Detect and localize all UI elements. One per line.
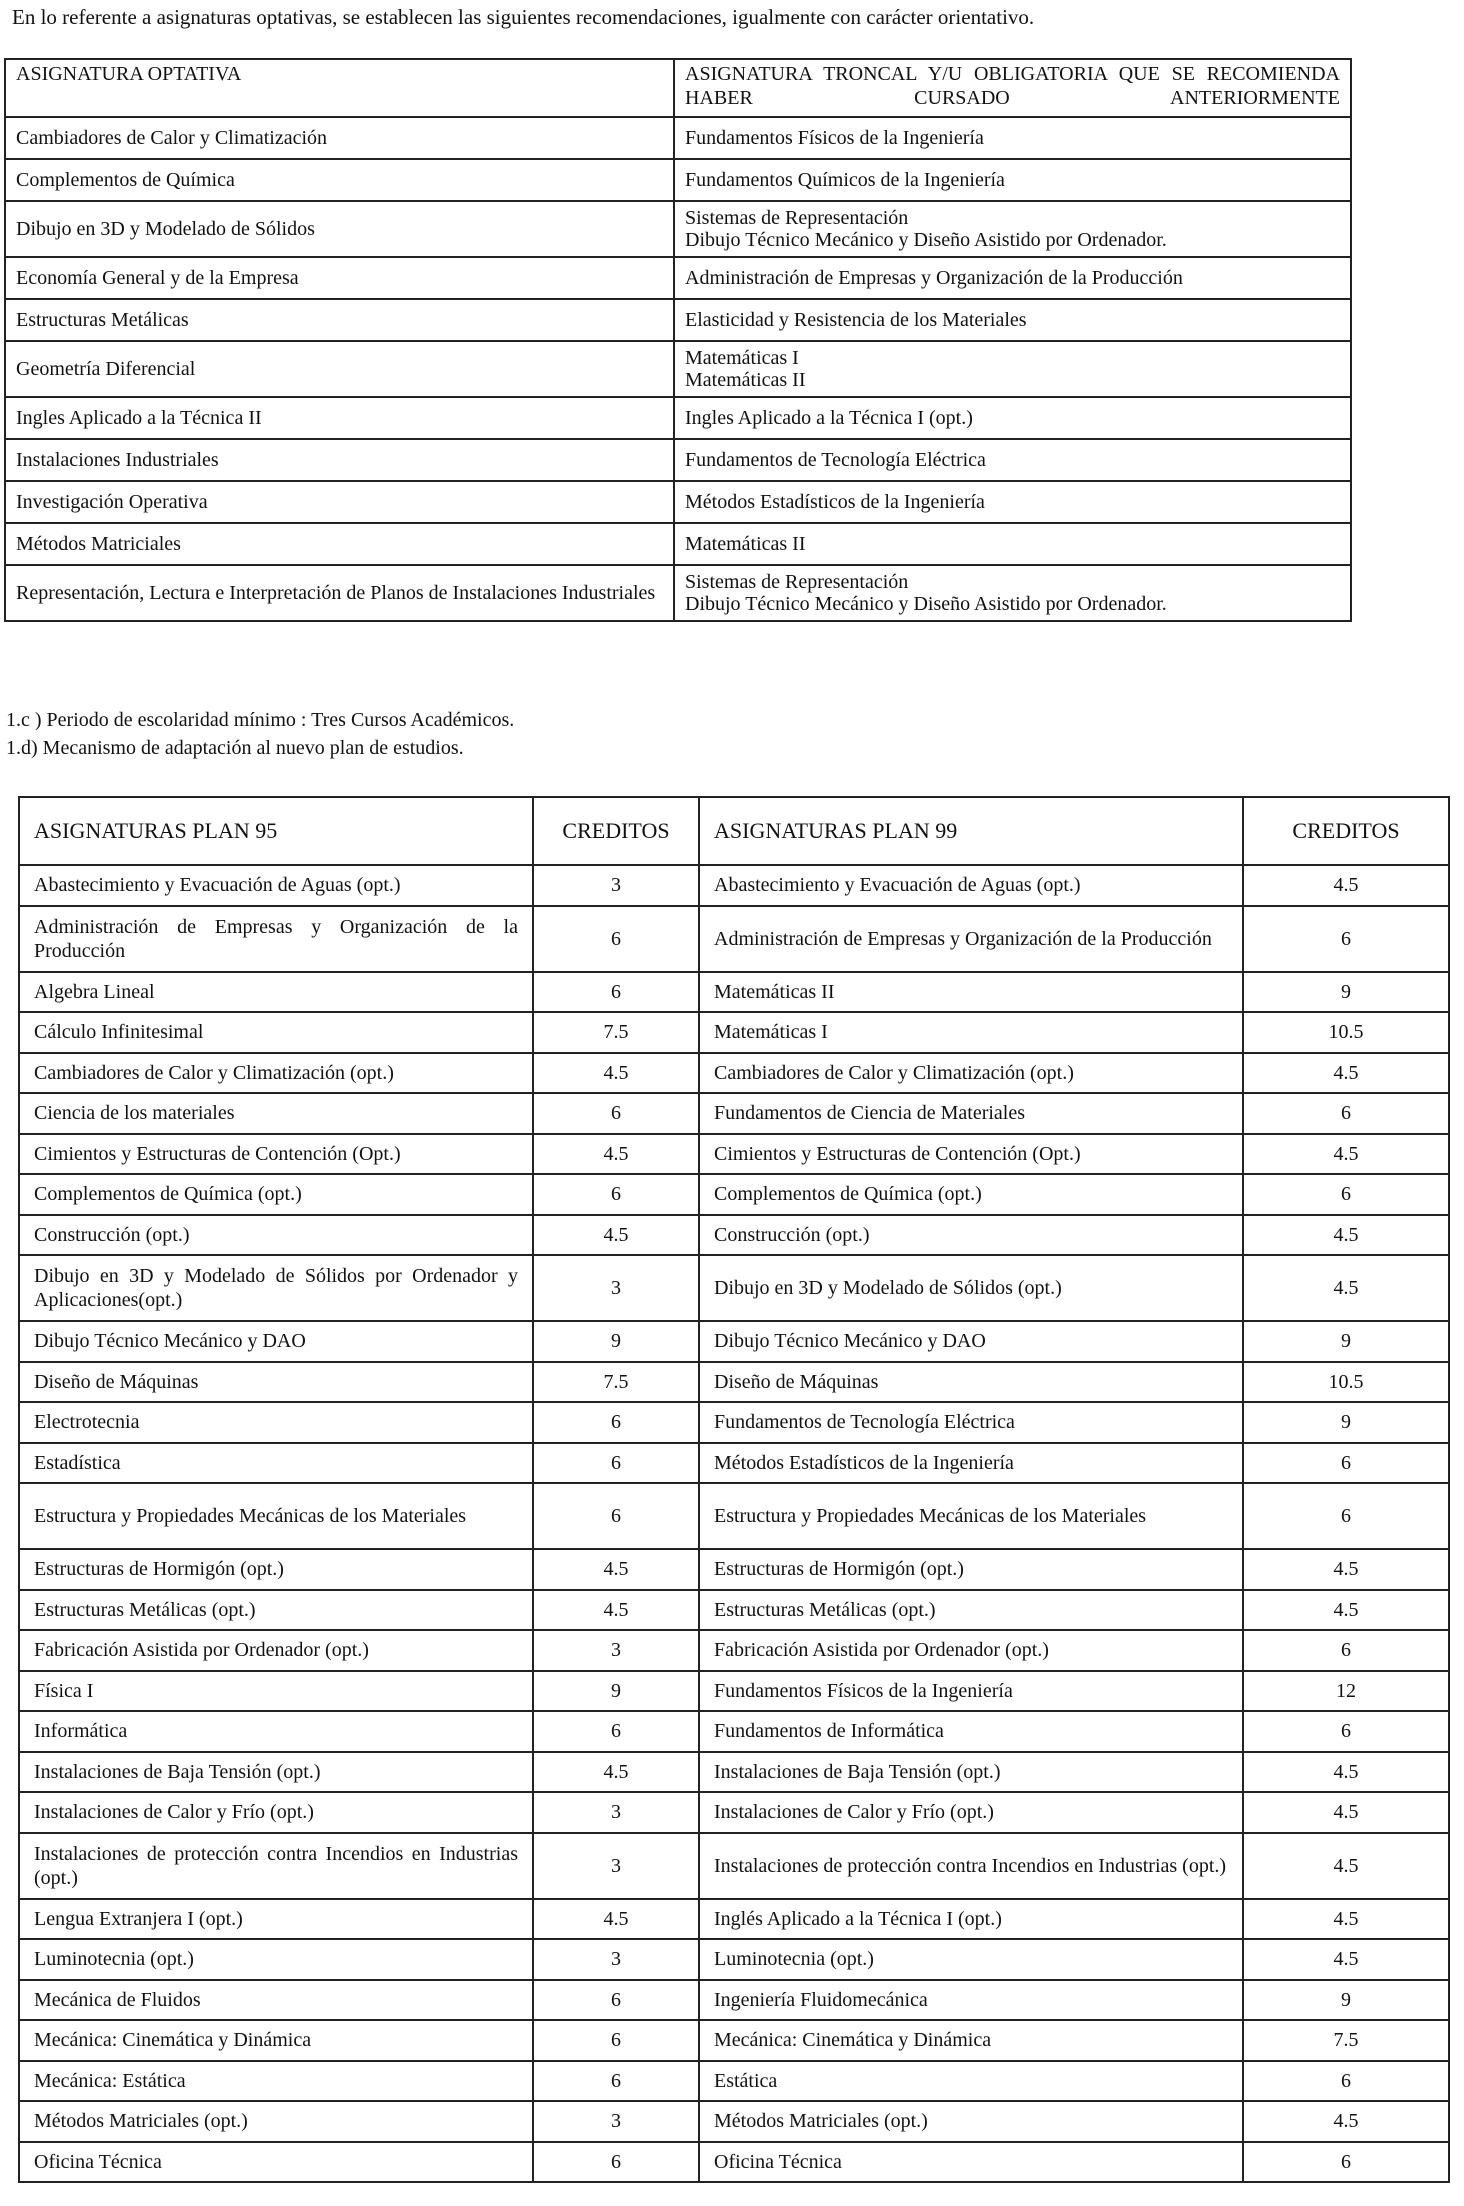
creditos99-cell: 7.5 [1243,2020,1449,2061]
recomendada-line: Dibujo Técnico Mecánico y Diseño Asistido por Ordenador. [685,229,1167,251]
adaptacion-row [19,1255,1449,1321]
asignatura-plan99-cell: Complementos de Química (opt.) [699,1174,1243,1215]
creditos95-cell: 3 [533,1833,699,1899]
creditos99-cell: 9 [1243,1980,1449,2021]
asignatura-plan99-cell: Instalaciones de Calor y Frío (opt.) [699,1792,1243,1833]
creditos95-cell: 4.5 [533,1899,699,1940]
asignatura-plan95-cell: Algebra Lineal [19,972,533,1013]
recomendada-cell [674,397,1351,439]
adaptacion-row [19,1899,1449,1940]
creditos99-cell: 4.5 [1243,1899,1449,1940]
asignatura-plan95-cell: Administración de Empresas y Organización de la Producción [19,906,533,972]
asignatura-plan95-cell: Instalaciones de protección contra Incendios en Industrias (opt.) [19,1833,533,1899]
asignatura-plan99-cell: Cimientos y Estructuras de Contención (Opt.) [699,1134,1243,1175]
asignatura-plan95-cell: Cimientos y Estructuras de Contención (Opt.) [19,1134,533,1175]
asignatura-plan99-cell: Instalaciones de protección contra Incendios en Industrias (opt.) [699,1833,1243,1899]
creditos95-cell: 6 [533,1711,699,1752]
asignatura-plan95-cell: Fabricación Asistida por Ordenador (opt.) [19,1630,533,1671]
recomendada-line: Dibujo Técnico Mecánico y Diseño Asistido por Ordenador. [685,593,1167,615]
asignatura-plan99-cell: Dibujo en 3D y Modelado de Sólidos (opt.) [699,1255,1243,1321]
adaptacion-row [19,906,1449,972]
adaptacion-row [19,2061,1449,2102]
asignatura-plan99-cell: Administración de Empresas y Organización de la Producción [699,906,1243,972]
creditos99-cell: 4.5 [1243,1215,1449,1256]
recomendada-cell [674,299,1351,341]
asignatura-plan99-cell: Oficina Técnica [699,2142,1243,2183]
recomendada-cell [674,341,1351,397]
optativas-header-row [5,59,1351,117]
asignatura-plan95-cell: Instalaciones de Baja Tensión (opt.) [19,1752,533,1793]
creditos99-cell: 10.5 [1243,1012,1449,1053]
optativas-row [5,201,1351,257]
asignatura-plan95-cell: Cálculo Infinitesimal [19,1012,533,1053]
asignatura-plan99-cell: Diseño de Máquinas [699,1362,1243,1403]
creditos99-cell: 6 [1243,2061,1449,2102]
creditos99-cell: 6 [1243,2142,1449,2183]
creditos99-cell: 4.5 [1243,1053,1449,1094]
creditos95-cell: 4.5 [533,1549,699,1590]
creditos95-cell: 4.5 [533,1053,699,1094]
creditos99-cell: 12 [1243,1671,1449,1712]
adaptacion-row [19,1012,1449,1053]
asignatura-plan95-cell: Instalaciones de Calor y Frío (opt.) [19,1792,533,1833]
recomendada-line: Métodos Estadísticos de la Ingeniería [685,491,985,513]
asignatura-plan95-cell: Informática [19,1711,533,1752]
adaptacion-row [19,1980,1449,2021]
notes-block [6,706,514,762]
recomendada-cell [674,117,1351,159]
adaptacion-row [19,1711,1449,1752]
adaptacion-header-row [19,797,1449,865]
asignatura-plan95-cell: Construcción (opt.) [19,1215,533,1256]
creditos99-cell: 6 [1243,906,1449,972]
asignatura-plan95-cell: Dibujo en 3D y Modelado de Sólidos por Ordenador y Aplicaciones(opt.) [19,1255,533,1321]
creditos95-cell: 7.5 [533,1012,699,1053]
asignatura-plan95-cell: Mecánica de Fluidos [19,1980,533,2021]
asignatura-plan95-cell: Estadística [19,1443,533,1484]
optativa-cell: Estructuras Metálicas [5,299,674,341]
adaptacion-row [19,1792,1449,1833]
asignatura-plan99-cell: Estructura y Propiedades Mecánicas de los Materiales [699,1483,1243,1549]
asignatura-plan95-cell: Física I [19,1671,533,1712]
recomendada-line: Matemáticas II [685,533,806,555]
creditos99-cell: 9 [1243,972,1449,1013]
creditos95-cell: 3 [533,1630,699,1671]
adaptacion-row [19,1443,1449,1484]
recomendada-line: Fundamentos de Tecnología Eléctrica [685,449,986,471]
creditos99-cell: 6 [1243,1174,1449,1215]
creditos99-cell: 10.5 [1243,1362,1449,1403]
optativa-cell: Cambiadores de Calor y Climatización [5,117,674,159]
creditos99-cell: 9 [1243,1321,1449,1362]
creditos95-cell: 6 [533,2020,699,2061]
asignatura-plan99-cell: Ingeniería Fluidomecánica [699,1980,1243,2021]
creditos99-cell: 4.5 [1243,1134,1449,1175]
asignatura-plan95-cell: Dibujo Técnico Mecánico y DAO [19,1321,533,1362]
asignatura-plan99-cell: Estática [699,2061,1243,2102]
creditos95-cell: 6 [533,1443,699,1484]
recomendada-cell [674,201,1351,257]
creditos95-cell: 4.5 [533,1590,699,1631]
creditos99-cell: 6 [1243,1443,1449,1484]
creditos99-cell: 4.5 [1243,1590,1449,1631]
asignatura-plan99-cell: Matemáticas II [699,972,1243,1013]
recomendada-cell [674,257,1351,299]
recomendada-line: Fundamentos Químicos de la Ingeniería [685,169,1005,191]
creditos99-cell: 4.5 [1243,1255,1449,1321]
recomendada-line: Administración de Empresas y Organización de la Producción [685,267,1183,289]
optativa-cell: Instalaciones Industriales [5,439,674,481]
creditos95-cell: 6 [533,1980,699,2021]
adaptacion-row [19,1483,1449,1549]
optativa-cell: Economía General y de la Empresa [5,257,674,299]
asignatura-plan95-cell: Ciencia de los materiales [19,1093,533,1134]
adaptacion-row [19,1053,1449,1094]
asignatura-plan95-cell: Luminotecnia (opt.) [19,1939,533,1980]
recomendada-line: Matemáticas I [685,347,799,369]
asignatura-plan99-cell: Fabricación Asistida por Ordenador (opt.) [699,1630,1243,1671]
creditos95-cell: 4.5 [533,1752,699,1793]
creditos95-cell: 6 [533,1402,699,1443]
asignatura-plan95-cell: Oficina Técnica [19,2142,533,2183]
creditos99-cell: 4.5 [1243,865,1449,906]
adaptacion-row [19,1174,1449,1215]
creditos95-cell: 3 [533,1939,699,1980]
creditos95-cell: 6 [533,2061,699,2102]
asignatura-plan99-cell: Dibujo Técnico Mecánico y DAO [699,1321,1243,1362]
optativa-cell: Representación, Lectura e Interpretación de Planos de Instalaciones Industriales [5,565,674,621]
asignatura-plan99-cell: Mecánica: Cinemática y Dinámica [699,2020,1243,2061]
optativas-row [5,439,1351,481]
creditos95-cell: 6 [533,1174,699,1215]
adaptacion-row [19,1093,1449,1134]
adaptacion-row [19,1833,1449,1899]
asignatura-plan95-cell: Estructuras de Hormigón (opt.) [19,1549,533,1590]
asignatura-plan95-cell: Lengua Extranjera I (opt.) [19,1899,533,1940]
adaptacion-row [19,1549,1449,1590]
recomendada-line: Matemáticas II [685,369,806,391]
asignatura-plan99-cell: Métodos Matriciales (opt.) [699,2101,1243,2142]
asignatura-plan95-cell: Métodos Matriciales (opt.) [19,2101,533,2142]
asignatura-plan99-cell: Estructuras de Hormigón (opt.) [699,1549,1243,1590]
adaptacion-row [19,2101,1449,2142]
optativas-header-recomendada: ASIGNATURA TRONCAL Y/U OBLIGATORIA QUE SE RECOMIENDA HABER CURSADO ANTERIORMENTE [674,59,1351,117]
asignatura-plan95-cell: Complementos de Química (opt.) [19,1174,533,1215]
asignatura-plan99-cell: Luminotecnia (opt.) [699,1939,1243,1980]
adaptacion-row [19,2020,1449,2061]
adaptacion-row [19,1939,1449,1980]
creditos95-cell: 6 [533,1483,699,1549]
asignatura-plan95-cell: Cambiadores de Calor y Climatización (opt.) [19,1053,533,1094]
recomendada-cell [674,523,1351,565]
adaptacion-row [19,1402,1449,1443]
adaptacion-row [19,1671,1449,1712]
asignatura-plan99-cell: Fundamentos Físicos de la Ingeniería [699,1671,1243,1712]
creditos95-cell: 3 [533,1792,699,1833]
optativas-row [5,397,1351,439]
asignatura-plan99-cell: Instalaciones de Baja Tensión (opt.) [699,1752,1243,1793]
adaptacion-row [19,1590,1449,1631]
asignatura-plan95-cell: Electrotecnia [19,1402,533,1443]
creditos95-cell: 4.5 [533,1215,699,1256]
asignatura-plan99-cell: Fundamentos de Informática [699,1711,1243,1752]
optativa-cell: Complementos de Química [5,159,674,201]
adaptacion-row [19,1630,1449,1671]
adaptacion-row [19,865,1449,906]
optativas-row [5,341,1351,397]
asignatura-plan99-cell: Fundamentos de Ciencia de Materiales [699,1093,1243,1134]
optativa-cell: Ingles Aplicado a la Técnica II [5,397,674,439]
creditos95-cell: 9 [533,1671,699,1712]
adaptacion-row [19,1215,1449,1256]
asignatura-plan99-cell: Construcción (opt.) [699,1215,1243,1256]
header-creditos95: CREDITOS [533,797,699,865]
optativas-row [5,523,1351,565]
creditos95-cell: 3 [533,2101,699,2142]
recomendada-line: Ingles Aplicado a la Técnica I (opt.) [685,407,973,429]
adaptacion-row [19,972,1449,1013]
asignatura-plan99-cell: Fundamentos de Tecnología Eléctrica [699,1402,1243,1443]
adaptacion-row [19,1321,1449,1362]
adaptacion-row [19,1362,1449,1403]
recomendada-line: Fundamentos Físicos de la Ingeniería [685,127,984,149]
optativa-cell: Investigación Operativa [5,481,674,523]
asignatura-plan99-cell: Métodos Estadísticos de la Ingeniería [699,1443,1243,1484]
recomendada-line: Sistemas de Representación [685,207,909,229]
creditos95-cell: 7.5 [533,1362,699,1403]
recomendada-cell [674,439,1351,481]
creditos95-cell: 4.5 [533,1134,699,1175]
optativas-row [5,565,1351,621]
asignatura-plan95-cell: Mecánica: Cinemática y Dinámica [19,2020,533,2061]
creditos95-cell: 3 [533,865,699,906]
creditos99-cell: 4.5 [1243,1939,1449,1980]
optativas-row [5,299,1351,341]
creditos99-cell: 9 [1243,1402,1449,1443]
creditos95-cell: 6 [533,972,699,1013]
recomendada-cell [674,159,1351,201]
optativas-row [5,257,1351,299]
optativas-row [5,117,1351,159]
creditos99-cell: 6 [1243,1093,1449,1134]
adaptacion-row [19,1752,1449,1793]
adaptacion-row [19,1134,1449,1175]
recomendada-cell [674,481,1351,523]
creditos95-cell: 6 [533,906,699,972]
creditos95-cell: 3 [533,1255,699,1321]
note-adaptacion: 1.d) Mecanismo de adaptación al nuevo plan de estudios. [6,737,464,759]
creditos99-cell: 6 [1243,1711,1449,1752]
creditos99-cell: 4.5 [1243,1792,1449,1833]
creditos99-cell: 6 [1243,1483,1449,1549]
optativas-row [5,159,1351,201]
optativa-cell: Métodos Matriciales [5,523,674,565]
asignatura-plan95-cell: Diseño de Máquinas [19,1362,533,1403]
asignatura-plan99-cell: Inglés Aplicado a la Técnica I (opt.) [699,1899,1243,1940]
optativa-cell: Geometría Diferencial [5,341,674,397]
header-creditos99: CREDITOS [1243,797,1449,865]
asignatura-plan95-cell: Estructura y Propiedades Mecánicas de los Materiales [19,1483,533,1549]
recomendada-line: Elasticidad y Resistencia de los Materiales [685,309,1027,331]
creditos95-cell: 6 [533,1093,699,1134]
creditos99-cell: 6 [1243,1630,1449,1671]
asignatura-plan95-cell: Estructuras Metálicas (opt.) [19,1590,533,1631]
optativas-row [5,481,1351,523]
creditos99-cell: 4.5 [1243,1833,1449,1899]
intro-text: En lo referente a asignaturas optativas, se establecen las siguientes recomendaciones, igualmente con carácter orientativo. [12,5,1035,29]
adaptacion-row [19,2142,1449,2183]
recomendada-cell [674,565,1351,621]
asignatura-plan99-cell: Cambiadores de Calor y Climatización (opt.) [699,1053,1243,1094]
asignatura-plan95-cell: Abastecimiento y Evacuación de Aguas (opt.) [19,865,533,906]
creditos99-cell: 4.5 [1243,2101,1449,2142]
optativa-cell: Dibujo en 3D y Modelado de Sólidos [5,201,674,257]
asignatura-plan99-cell: Abastecimiento y Evacuación de Aguas (opt.) [699,865,1243,906]
adaptacion-table [18,796,1450,2183]
note-escolaridad: 1.c ) Periodo de escolaridad mínimo : Tres Cursos Académicos. [6,709,515,731]
header-plan99: ASIGNATURAS PLAN 99 [699,797,1243,865]
recomendada-line: Sistemas de Representación [685,571,909,593]
creditos99-cell: 4.5 [1243,1549,1449,1590]
creditos95-cell: 6 [533,2142,699,2183]
creditos99-cell: 4.5 [1243,1752,1449,1793]
optativas-table [4,58,1352,622]
creditos95-cell: 9 [533,1321,699,1362]
asignatura-plan99-cell: Estructuras Metálicas (opt.) [699,1590,1243,1631]
asignatura-plan95-cell: Mecánica: Estática [19,2061,533,2102]
asignatura-plan99-cell: Matemáticas I [699,1012,1243,1053]
optativas-header-optativa: ASIGNATURA OPTATIVA [5,59,674,117]
header-plan95: ASIGNATURAS PLAN 95 [19,797,533,865]
